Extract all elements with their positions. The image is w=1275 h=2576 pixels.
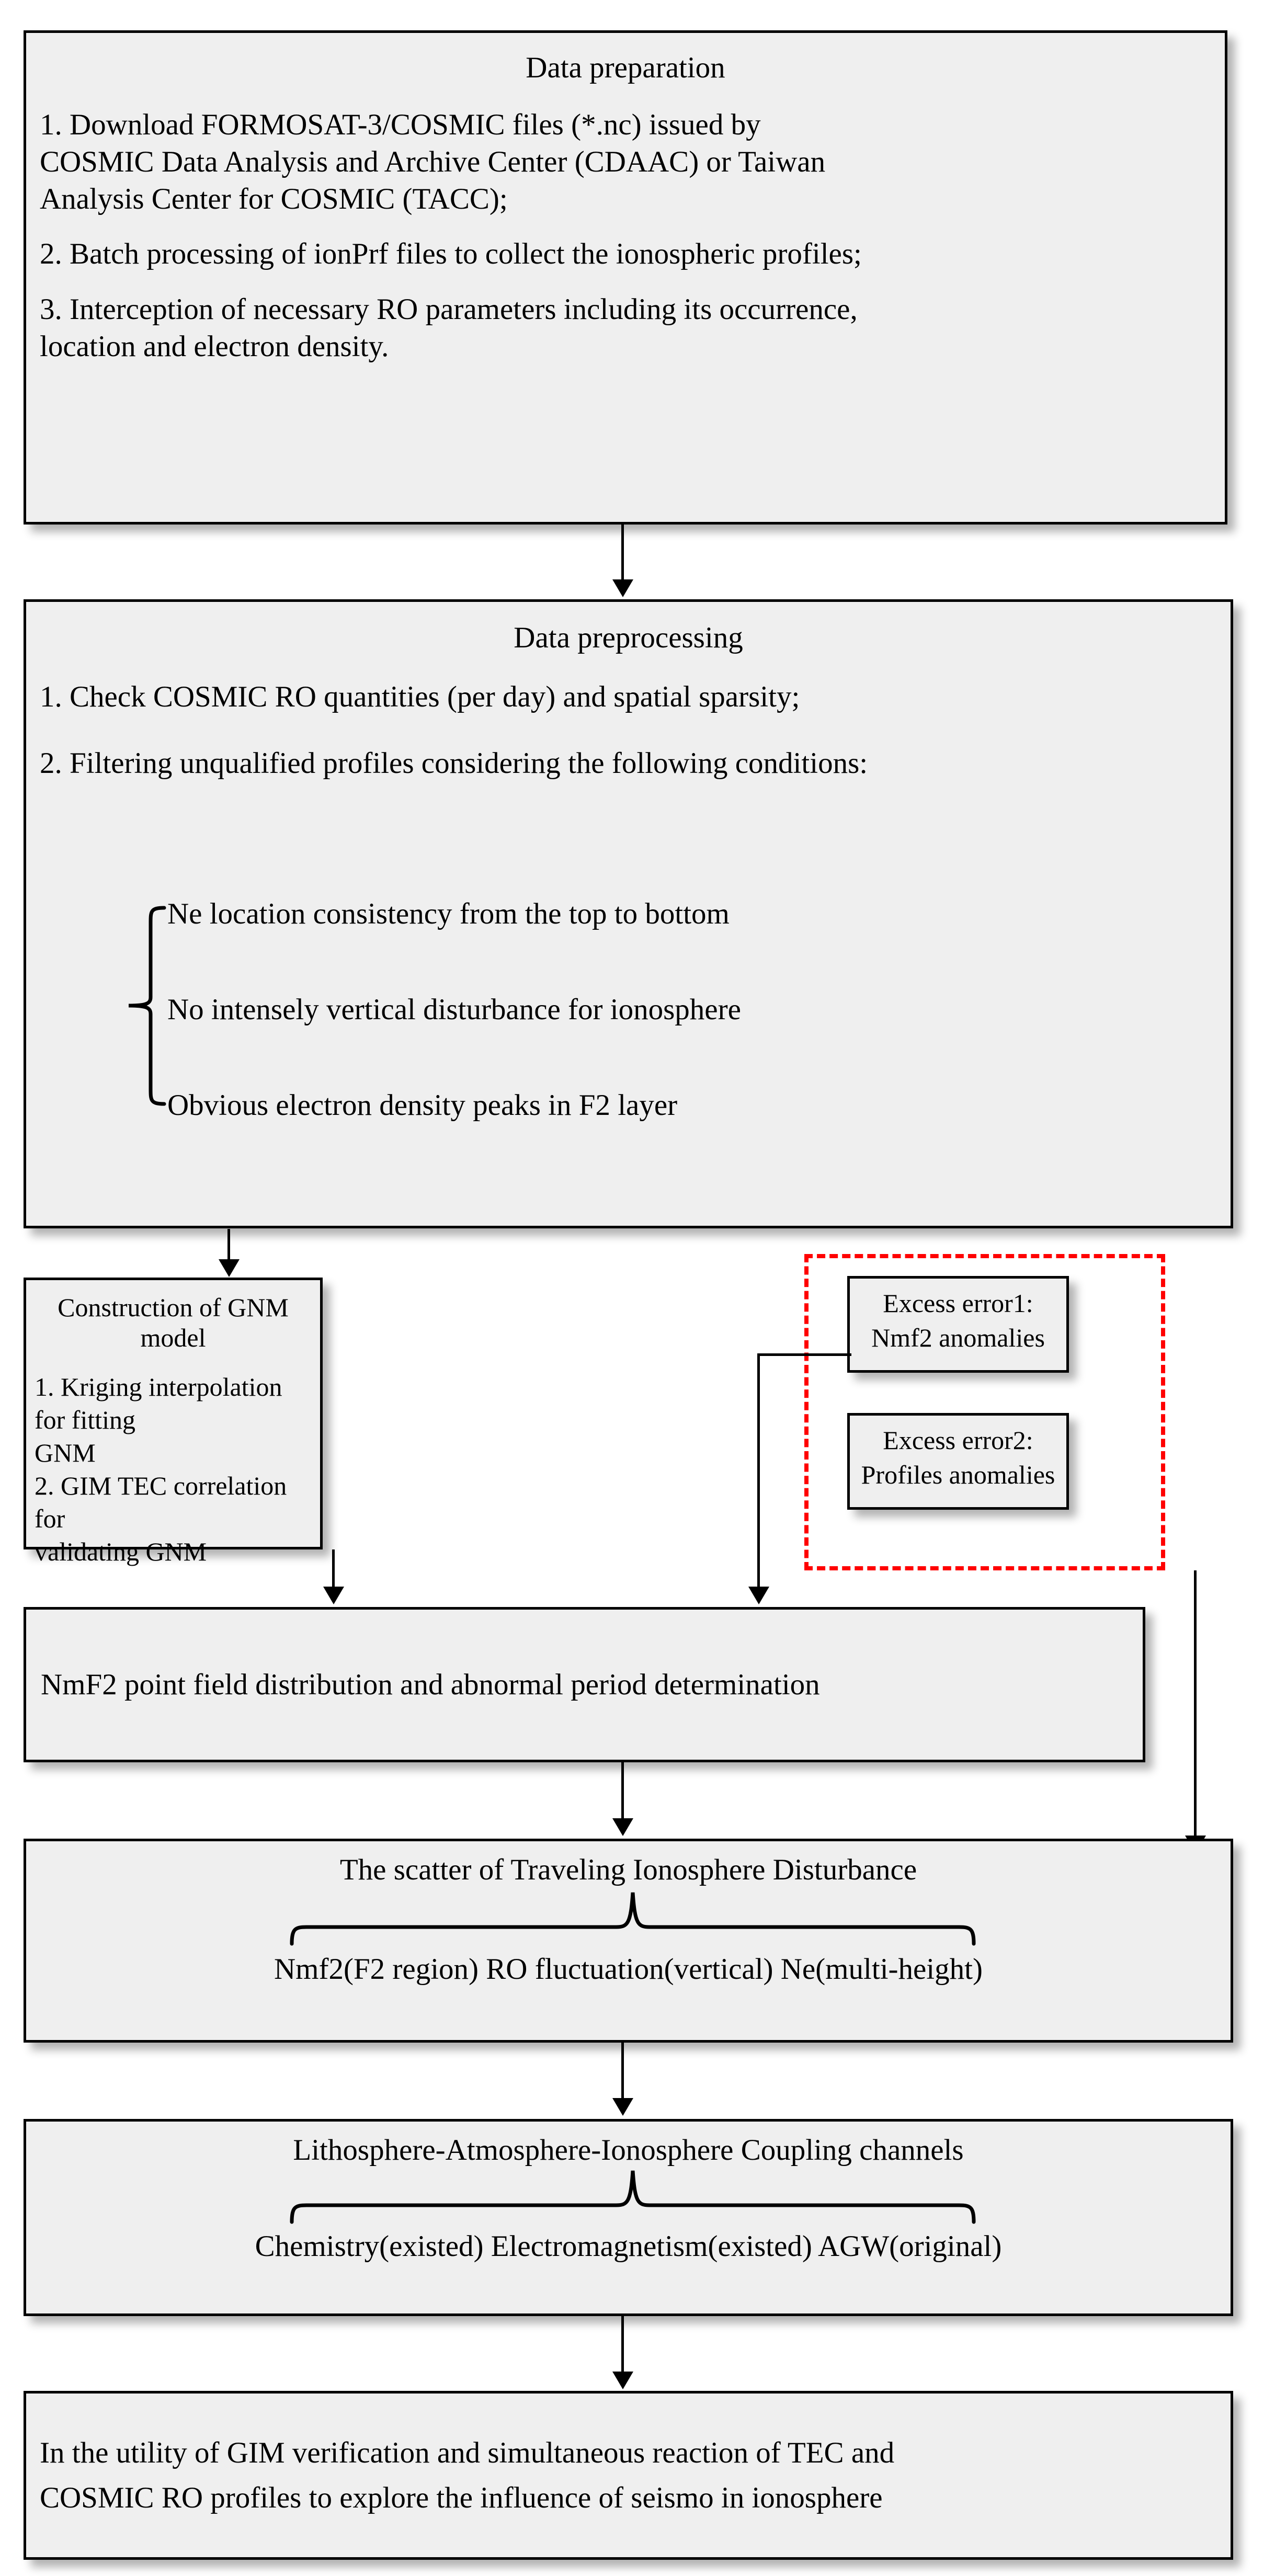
- nmf2-point-field-text: NmF2 point field distribution and abnormal period determination: [41, 1668, 820, 1701]
- conclusion-line-2: COSMIC RO profiles to explore the influence of seismo in ionosphere: [40, 2481, 883, 2514]
- connector-gnm-to-nmf2: [332, 1549, 335, 1590]
- data-preprocessing-item-2: 2. Filtering unqualified profiles considering the following conditions:: [40, 746, 868, 780]
- data-preparation-heading: Data preparation: [526, 51, 725, 84]
- arrowhead-nmf2-to-tid: [612, 1818, 633, 1836]
- arrowhead-preprocessing-to-gnm: [219, 1259, 240, 1277]
- arrowhead-tid-to-laic: [612, 2098, 633, 2116]
- condition-item-1: Ne location consistency from the top to bottom: [167, 897, 730, 930]
- box-nmf2-point-field: [24, 1607, 1145, 1762]
- gnm-model-line-1: 1. Kriging interpolation for fitting: [35, 1372, 282, 1434]
- box-gnm-model: [24, 1278, 323, 1566]
- box-laic-coupling: [24, 2119, 1233, 2316]
- box-data-preprocessing: [24, 599, 1233, 1228]
- connector-preprocessing-to-gnm: [227, 1229, 230, 1261]
- data-preparation-item-1a: 1. Download FORMOSAT-3/COSMIC files (*.nc) issued by: [40, 108, 761, 141]
- excess-error-2-line-1: Excess error2:: [883, 1426, 1033, 1455]
- arrowhead-excesserror1-to-nmf2: [748, 1587, 769, 1604]
- data-preparation-item-2: 2. Batch processing of ionPrf files to collect the ionospheric profiles;: [40, 237, 862, 271]
- connector-laic-to-conclusion: [621, 2316, 624, 2374]
- data-preparation-item-1c: Analysis Center for COSMIC (TACC);: [40, 183, 508, 216]
- box-excess-error-1: [847, 1276, 1069, 1373]
- data-preparation-item-1b: COSMIC Data Analysis and Archive Center (CDAAC) or Taiwan: [40, 145, 826, 178]
- data-preprocessing-item-1: 1. Check COSMIC RO quantities (per day) and spatial sparsity;: [40, 680, 800, 713]
- laic-coupling-children: Chemistry(existed) Electromagnetism(existed) AGW(original): [255, 2230, 1002, 2263]
- condition-item-2: No intensely vertical disturbance for ionosphere: [167, 993, 741, 1026]
- connector-excesserror1-vertical: [757, 1353, 760, 1590]
- tid-scatter-children: Nmf2(F2 region) RO fluctuation(vertical) Ne(multi-height): [274, 1953, 983, 1986]
- box-conclusion: [24, 2391, 1233, 2560]
- gnm-model-heading: Construction of GNM model: [58, 1293, 289, 1352]
- excess-error-1-line-2: Nmf2 anomalies: [871, 1323, 1045, 1352]
- condition-item-3: Obvious electron density peaks in F2 layer: [167, 1089, 678, 1122]
- arrowhead-prep-to-preprocessing: [612, 579, 633, 597]
- connector-excesserror1-horizontal: [757, 1353, 851, 1356]
- connector-tid-to-laic: [621, 2043, 624, 2100]
- data-preparation-item-3a: 3. Interception of necessary RO parameters including its occurrence,: [40, 292, 858, 326]
- laic-coupling-brace: [288, 2168, 978, 2225]
- box-excess-error-2: [847, 1413, 1069, 1510]
- laic-coupling-heading: Lithosphere-Atmosphere-Ionosphere Coupling channels: [293, 2134, 964, 2167]
- box-tid-scatter: [24, 1839, 1233, 2043]
- connector-excess-group-to-tid: [1194, 1570, 1197, 1838]
- tid-scatter-brace: [288, 1889, 978, 1947]
- box-data-preparation: [24, 30, 1227, 525]
- excess-error-1-line-1: Excess error1:: [883, 1289, 1033, 1318]
- connector-nmf2-to-tid: [621, 1762, 624, 1820]
- gnm-model-line-4: validating GNM: [35, 1537, 207, 1566]
- conclusion-line-1: In the utility of GIM verification and simultaneous reaction of TEC and: [40, 2436, 895, 2469]
- arrowhead-laic-to-conclusion: [612, 2372, 633, 2389]
- tid-scatter-heading: The scatter of Traveling Ionosphere Disturbance: [339, 1853, 917, 1886]
- data-preprocessing-heading: Data preprocessing: [514, 621, 743, 654]
- gnm-model-line-2: GNM: [35, 1438, 96, 1467]
- data-preparation-item-3b: location and electron density.: [40, 329, 389, 363]
- excess-error-2-line-2: Profiles anomalies: [861, 1460, 1055, 1489]
- connector-prep-to-preprocessing: [621, 525, 624, 581]
- arrowhead-gnm-to-nmf2: [323, 1587, 344, 1604]
- gnm-model-line-3: 2. GIM TEC correlation for: [35, 1471, 287, 1533]
- conditions-brace: [126, 905, 167, 1107]
